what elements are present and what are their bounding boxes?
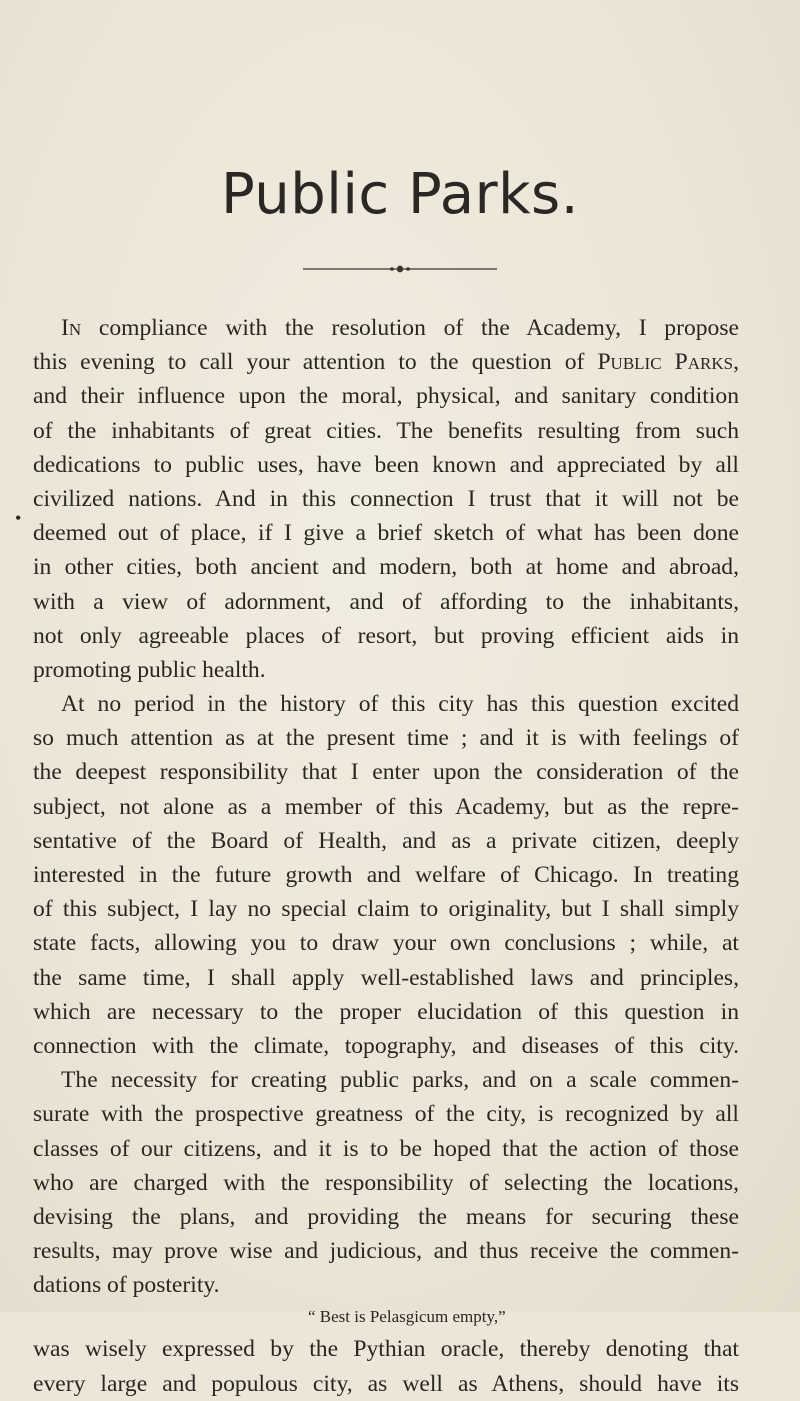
text-line: which are necessary to the proper elucidation of this question in <box>33 998 739 1025</box>
text-line: subject, not alone as a member of this Academy, but as the repre- <box>33 793 739 820</box>
text-line: devising the plans, and providing the means for securing these <box>33 1203 739 1230</box>
text-line: classes of our citizens, and it is to be hoped that the action of those <box>33 1135 739 1162</box>
small-caps-phrase: Public Parks <box>597 349 734 376</box>
text-line: so much attention as at the present time ; and it is with feelings of <box>33 725 739 752</box>
text-line: civilized nations. And in this connection I trust that it will not be <box>33 485 739 512</box>
block-quote: “ Best is Pelasgicum empty,” <box>308 1307 506 1327</box>
drop-word: In <box>61 315 82 341</box>
page-title: Public Parks. <box>220 162 580 227</box>
text-line: results, may prove wise and judicious, and thus receive the commen- <box>33 1238 739 1265</box>
text-line: and their influence upon the moral, physical, and sanitary condition <box>33 383 739 410</box>
text-line: state facts, allowing you to draw your own conclusions ; while, at <box>33 930 739 957</box>
text-line: surate with the prospective greatness of the city, is recognized by all <box>33 1101 739 1128</box>
text-line: every large and populous city, as well as Athens, should have its <box>33 1370 739 1397</box>
text-line: dations of posterity. <box>33 1272 220 1299</box>
ornamental-rule <box>303 264 497 274</box>
text-line: connection with the climate, topography, and diseases of this city. <box>33 1032 739 1059</box>
text-line: was wisely expressed by the Pythian oracle, thereby denoting that <box>33 1336 739 1363</box>
text-line: At no period in the history of this city has this question excited <box>61 691 739 718</box>
text-line: with a view of adornment, and of affording to the inhabitants, <box>33 588 739 615</box>
text-line: sentative of the Board of Health, and as a private citizen, deeply <box>33 827 739 854</box>
text-line: deemed out of place, if I give a brief sketch of what has been done <box>33 520 739 547</box>
text-line: The necessity for creating public parks, and on a scale commen- <box>61 1067 739 1094</box>
text-line: the deepest responsibility that I enter upon the consideration of the <box>33 759 739 786</box>
text-line: In compliance with the resolution of the Academy, I propose <box>61 315 739 341</box>
text-line: who are charged with the responsibility of selecting the locations, <box>33 1169 739 1196</box>
body-text <box>33 311 739 1401</box>
text-line: dedications to public uses, have been known and appreciated by all <box>33 451 739 478</box>
text-line: of the inhabitants of great cities. The benefits resulting from such <box>33 417 739 444</box>
text-line: the same time, I shall apply well-established laws and principles, <box>33 964 739 991</box>
text-line: this evening to call your attention to the question of Public Parks, <box>33 349 740 376</box>
text-line: not only agreeable places of resort, but proving efficient aids in <box>33 622 739 649</box>
text-line: interested in the future growth and welfare of Chicago. In treating <box>33 862 739 888</box>
text-line: in other cities, both ancient and modern, both at home and abroad, <box>33 554 739 581</box>
margin-speck: • <box>15 508 22 528</box>
text-line: of this subject, I lay no special claim to originality, but I shall simply <box>33 896 739 923</box>
text-line: promoting public health. <box>33 656 266 683</box>
